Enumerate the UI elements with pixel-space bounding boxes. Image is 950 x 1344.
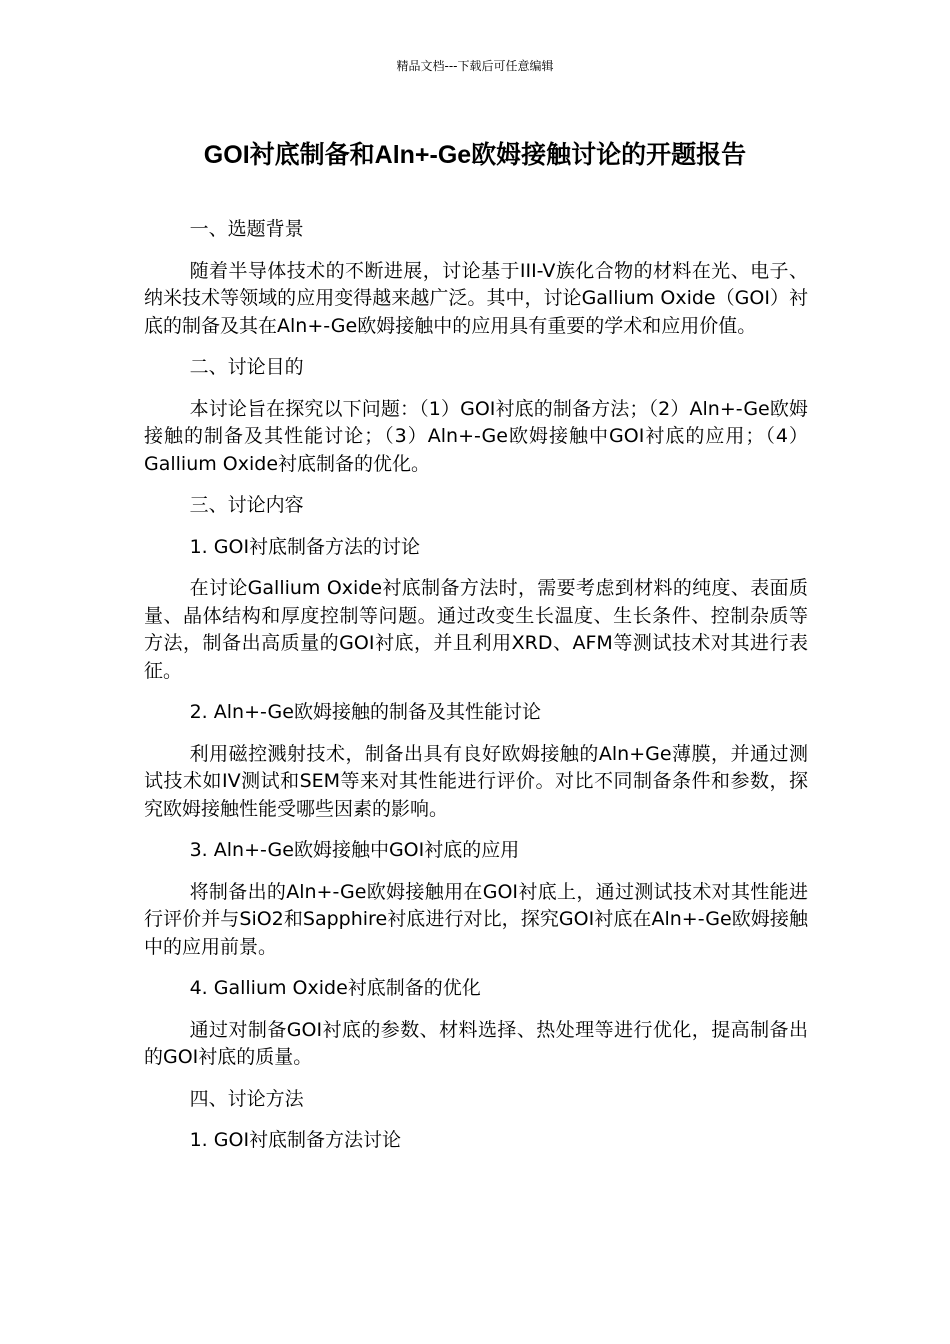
paragraph-purpose: 本讨论旨在探究以下问题：（1）GOI衬底的制备方法；（2）Aln+-Ge欧姆接触的制备及其性能讨论；（3）Aln+-Ge欧姆接触中GOI衬底的应用；（4）Gallium Oxide衬底制备的优化。 (144, 397, 808, 475)
paragraph-background: 随着半导体技术的不断进展，讨论基于III-V族化合物的材料在光、电子、纳米技术等领域的应用变得越来越广泛。其中，讨论Gallium Oxide（GOI）衬底的制备及其在Aln+-Ge欧姆接触中的应用具有重要的学术和应用价值。 (144, 259, 808, 337)
section-heading-methods: 四、讨论方法 (189, 1087, 304, 1110)
subheading-ohmic-contact: 2. Aln+-Ge欧姆接触的制备及其性能讨论 (189, 701, 541, 723)
subheading-optimization: 4. Gallium Oxide衬底制备的优化 (189, 977, 481, 999)
document-body (144, 216, 808, 1169)
paragraph-goi-preparation: 在讨论Gallium Oxide衬底制备方法时，需要考虑到材料的纯度、表面质量、晶体结构和厚度控制等问题。通过改变生长温度、生长条件、控制杂质等方法，制备出高质量的GOI衬底，并且利用XRD、AFM等测试技术对其进行表征。 (144, 577, 808, 682)
section-heading-background: 一、选题背景 (189, 218, 304, 240)
document-title: GOI衬底制备和Aln+-Ge欧姆接触讨论的开题报告 (203, 141, 747, 169)
paragraph-optimization: 通过对制备GOI衬底的参数、材料选择、热处理等进行优化，提高制备出的GOI衬底的质量。 (144, 1018, 808, 1068)
paragraph-goi-application: 将制备出的Aln+-Ge欧姆接触用在GOI衬底上，通过测试技术对其性能进行评价并与SiO2和Sapphire衬底进行对比，探究GOI衬底在Aln+-Ge欧姆接触中的应用前景。 (144, 880, 808, 958)
section-heading-purpose: 二、讨论目的 (189, 356, 304, 378)
subheading-goi-application: 3. Aln+-Ge欧姆接触中GOI衬底的应用 (189, 839, 520, 861)
paragraph-ohmic-contact: 利用磁控溅射技术，制备出具有良好欧姆接触的Aln+Ge薄膜，并通过测试技术如IV测试和SEM等来对其性能进行评价。对比不同制备条件和参数，探究欧姆接触性能受哪些因素的影响。 (144, 742, 808, 820)
section-heading-content: 三、讨论内容 (189, 494, 304, 516)
page-header: 精品文档---下载后可任意编辑 (396, 59, 554, 73)
subheading-method-goi: 1. GOI衬底制备方法讨论 (189, 1129, 402, 1151)
subheading-goi-preparation: 1. GOI衬底制备方法的讨论 (189, 535, 421, 558)
